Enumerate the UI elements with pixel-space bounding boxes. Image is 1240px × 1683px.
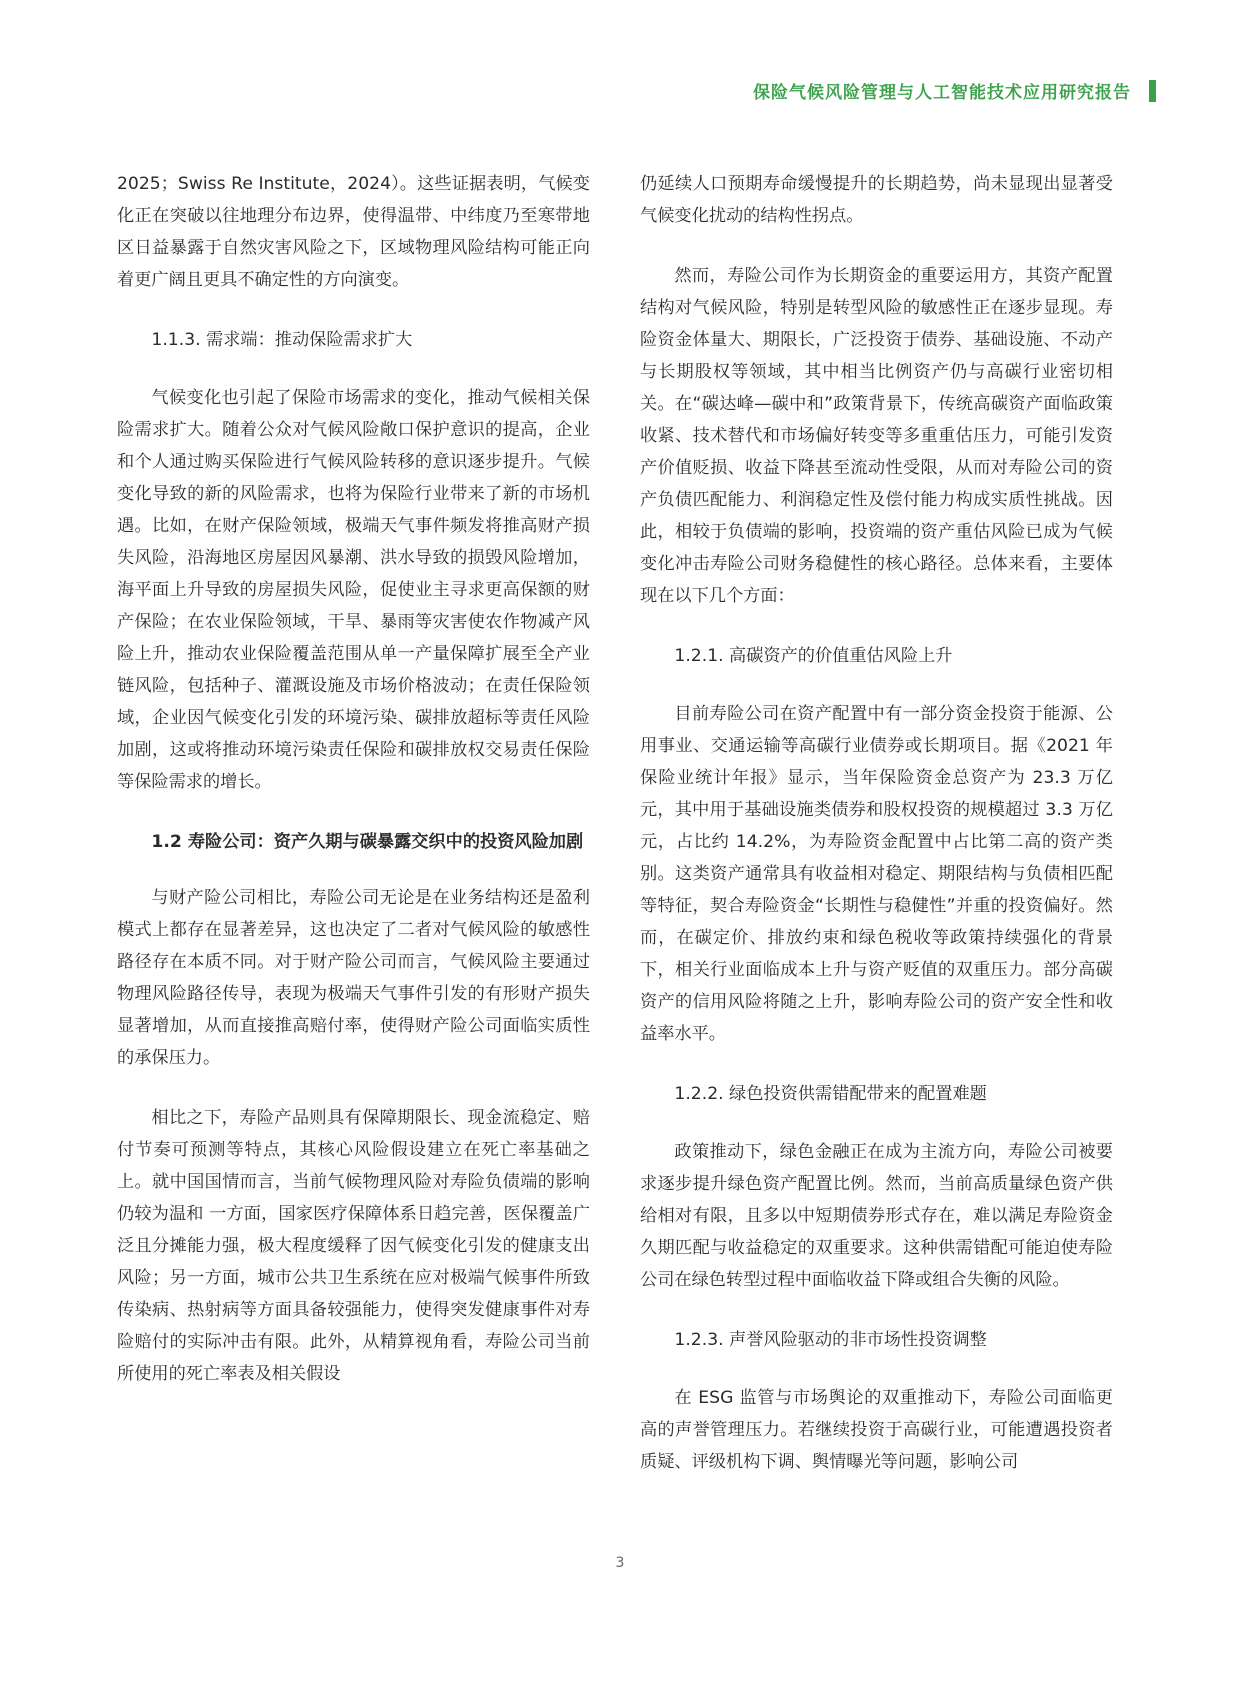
paragraph: 然而，寿险公司作为长期资金的重要运用方，其资产配置结构对气候风险，特别是转型风险的敏感性正在逐步显现。寿险资金体量大、期限长，广泛投资于债券、基础设施、不动产与长期股权等领域，其中相当比例资产仍与高碳行业密切相关。在“碳达峰—碳中和”政策背景下，传统高碳资产面临政策收紧、技术替代和市场偏好转变等多重重估压力，可能引发资产价值贬损、收益下降甚至流动性受限，从而对寿险公司的资产负债匹配能力、利润稳定性及偿付能力构成实质性挑战。因此，相较于负债端的影响，投资端的资产重估风险已成为气候变化冲击寿险公司财务稳健性的核心路径。总体来看，主要体现在以下几个方面：	[640, 266, 1113, 606]
paragraph: 相比之下，寿险产品则具有保障期限长、现金流稳定、赔付节奏可预测等特点，其核心风险假设建立在死亡率基础之上。就中国国情而言，当前气候物理风险对寿险负债端的影响仍较为温和 一方面，国家医疗保障体系日趋完善，医保覆盖广泛且分摊能力强，极大程度缓释了因气候变化引发的健康支出风险；另一方面，城市公共卫生系统在应对极端气候事件所致传染病、热射病等方面具备较强能力，使得突发健康事件对寿险赔付的实际冲击有限。此外，从精算视角看，寿险公司当前所使用的死亡率表及相关假设	[117, 1108, 590, 1384]
right-column	[640, 168, 1113, 1506]
section-heading-1-1-3: 1.1.3. 需求端：推动保险需求扩大	[151, 330, 413, 350]
section-heading-1-2-2: 1.2.2. 绿色投资供需错配带来的配置难题	[674, 1084, 987, 1104]
paragraph: 政策推动下，绿色金融正在成为主流方向，寿险公司被要求逐步提升绿色资产配置比例。然而，当前高质量绿色资产供给相对有限，且多以中短期债券形式存在，难以满足寿险资金久期匹配与收益稳定的双重要求。这种供需错配可能迫使寿险公司在绿色转型过程中面临收益下降或组合失衡的风险。	[640, 1142, 1113, 1290]
section-heading-1-2-1: 1.2.1. 高碳资产的价值重估风险上升	[674, 646, 953, 666]
paragraph: 2025；Swiss Re Institute，2024）。这些证据表明，气候变化正在突破以往地理分布边界，使得温带、中纬度乃至寒带地区日益暴露于自然灾害风险之下，区域物理风险结构可能正向着更广阔且更具不确定性的方向演变。	[117, 174, 590, 290]
page-header	[753, 78, 1156, 103]
section-heading-1-2-3: 1.2.3. 声誉风险驱动的非市场性投资调整	[674, 1330, 987, 1350]
paragraph: 与财产险公司相比，寿险公司无论是在业务结构还是盈利模式上都存在显著差异，这也决定了二者对气候风险的敏感性路径存在本质不同。对于财产险公司而言，气候风险主要通过物理风险路径传导，表现为极端天气事件引发的有形财产损失显著增加，从而直接推高赔付率，使得财产险公司面临实质性的承保压力。	[117, 888, 590, 1068]
section-heading-1-2: 1.2 寿险公司：资产久期与碳暴露交织中的投资风险加剧	[151, 832, 584, 852]
left-column	[117, 168, 590, 1418]
paragraph: 气候变化也引起了保险市场需求的变化，推动气候相关保险需求扩大。随着公众对气候风险敞口保护意识的提高，企业和个人通过购买保险进行气候风险转移的意识逐步提升。气候变化导致的新的风险需求，也将为保险行业带来了新的市场机遇。比如，在财产保险领域，极端天气事件频发将推高财产损失风险，沿海地区房屋因风暴潮、洪水导致的损毁风险增加，海平面上升导致的房屋损失风险，促使业主寻求更高保额的财产保险；在农业保险领域，干旱、暴雨等灾害使农作物减产风险上升，推动农业保险覆盖范围从单一产量保障扩展至全产业链风险，包括种子、灌溉设施及市场价格波动；在责任保险领域，企业因气候变化引发的环境污染、碳排放超标等责任风险加剧，这或将推动环境污染责任保险和碳排放权交易责任保险等保险需求的增长。	[117, 388, 590, 792]
paragraph: 在 ESG 监管与市场舆论的双重推动下，寿险公司面临更高的声誉管理压力。若继续投资于高碳行业，可能遭遇投资者质疑、评级机构下调、舆情曝光等问题，影响公司	[640, 1388, 1113, 1472]
page-number: 3	[615, 1555, 625, 1571]
paragraph: 仍延续人口预期寿命缓慢提升的长期趋势，尚未显现出显著受气候变化扰动的结构性拐点。	[640, 174, 1113, 226]
paragraph: 目前寿险公司在资产配置中有一部分资金投资于能源、公用事业、交通运输等高碳行业债券或长期项目。据《2021 年保险业统计年报》显示，当年保险资金总资产为 23.3 万亿元，其中用于基础设施类债券和股权投资的规模超过 3.3 万亿元，占比约 14.2%，为寿险资金配置中占比第二高的资产类别。这类资产通常具有收益相对稳定、期限结构与负债相匹配等特征，契合寿险资金“长期性与稳健性”并重的投资偏好。然而，在碳定价、排放约束和绿色税收等政策持续强化的背景下，相关行业面临成本上升与资产贬值的双重压力。部分高碳资产的信用风险将随之上升，影响寿险公司的资产安全性和收益率水平。	[640, 704, 1113, 1044]
header-accent-bar	[1149, 80, 1156, 102]
report-title: 保险气候风险管理与人工智能技术应用研究报告	[753, 83, 1131, 103]
